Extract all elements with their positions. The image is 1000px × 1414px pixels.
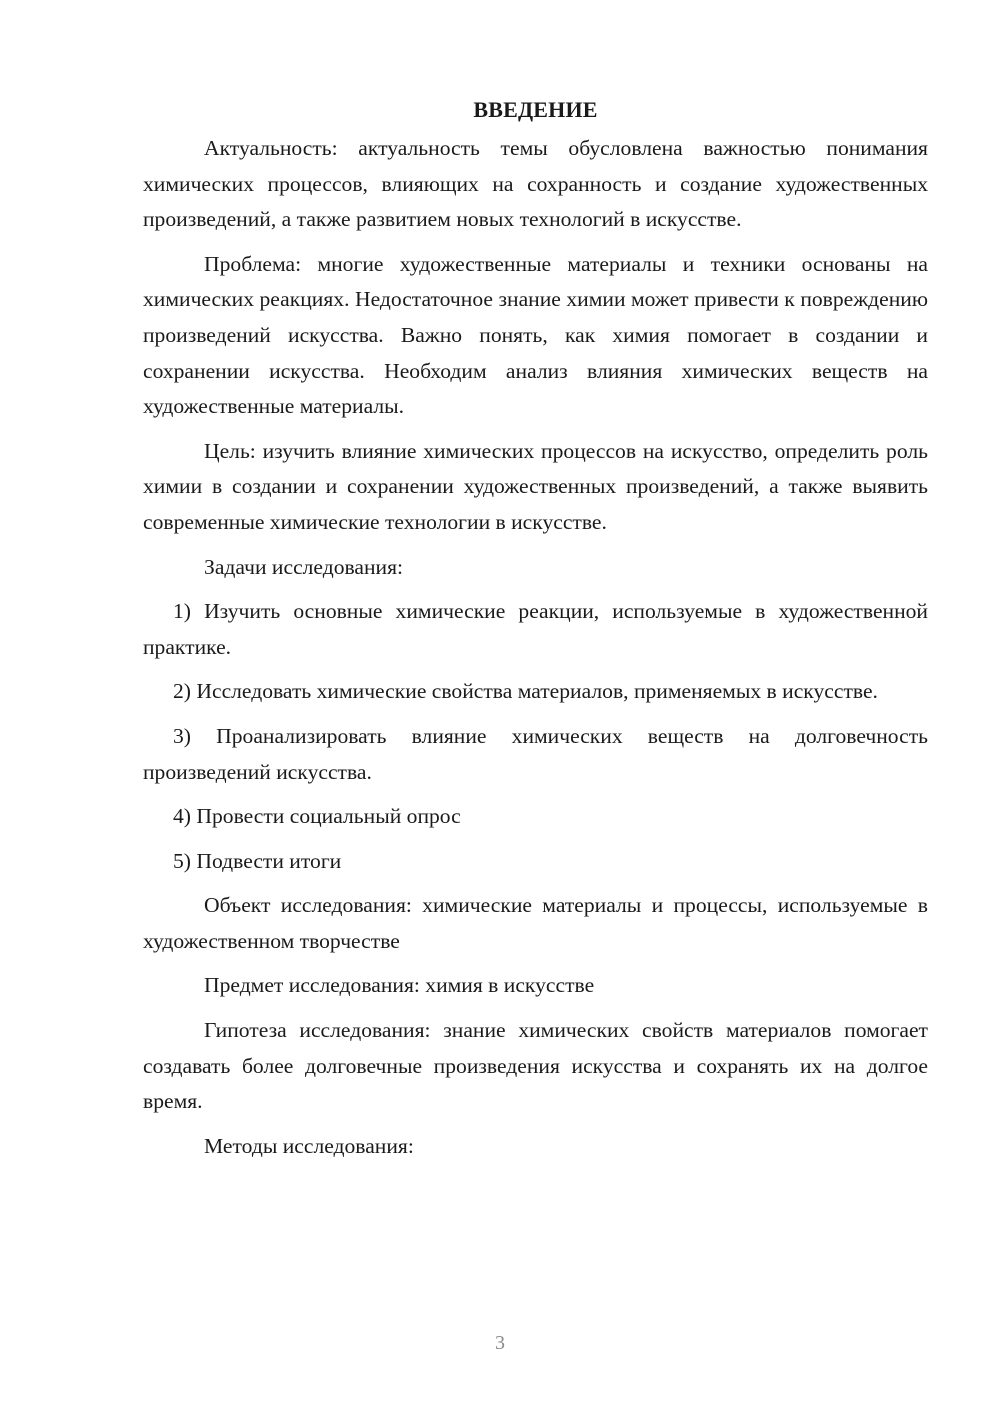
methods-title: Методы исследования: bbox=[204, 1133, 414, 1158]
tasks-list bbox=[143, 594, 928, 879]
list-item: 2) Исследовать химические свойства материалов, применяемых в искусстве. bbox=[173, 679, 878, 704]
list-item: 1) Изучить основные химические реакции, используемые в художественной практике. bbox=[143, 599, 928, 659]
hypothesis-paragraph: Гипотеза исследования: знание химических свойств материалов помогает создавать более долговечные произведения искусства и сохранять их на долгое время. bbox=[143, 1018, 928, 1114]
problem-paragraph: Проблема: многие художественные материалы и техники основаны на химических реакциях. Недостаточное знание химии может привести к повреждению произведений искусства. Важно понять, как химия помогает в создании и сохранении искусства. Необходим анализ влияния химических веществ на художественные материалы. bbox=[143, 251, 928, 419]
list-item: 5) Подвести итоги bbox=[173, 848, 342, 873]
relevance-paragraph: Актуальность: актуальность темы обусловлена важностью понимания химических процессов, влияющих на сохранность и создание художественных произведений, а также развитием новых технологий в искусстве. bbox=[143, 136, 928, 232]
page-number: 3 bbox=[495, 1332, 505, 1354]
list-item: 3) Проанализировать влияние химических веществ на долговечность произведений искусства. bbox=[143, 723, 928, 784]
goal-paragraph: Цель: изучить влияние химических процессов на искусство, определить роль химии в создании и сохранении художественных произведений, а также выявить современные химические технологии в искусстве. bbox=[143, 438, 928, 534]
list-item: 4) Провести социальный опрос bbox=[173, 804, 461, 829]
subject-paragraph: Предмет исследования: химия в искусстве bbox=[204, 973, 595, 998]
tasks-title: Задачи исследования: bbox=[204, 554, 404, 579]
page-title: ВВЕДЕНИЕ bbox=[473, 97, 598, 122]
document-page bbox=[143, 92, 928, 1173]
object-paragraph: Объект исследования: химические материалы и процессы, используемые в художественном творчестве bbox=[143, 893, 928, 953]
